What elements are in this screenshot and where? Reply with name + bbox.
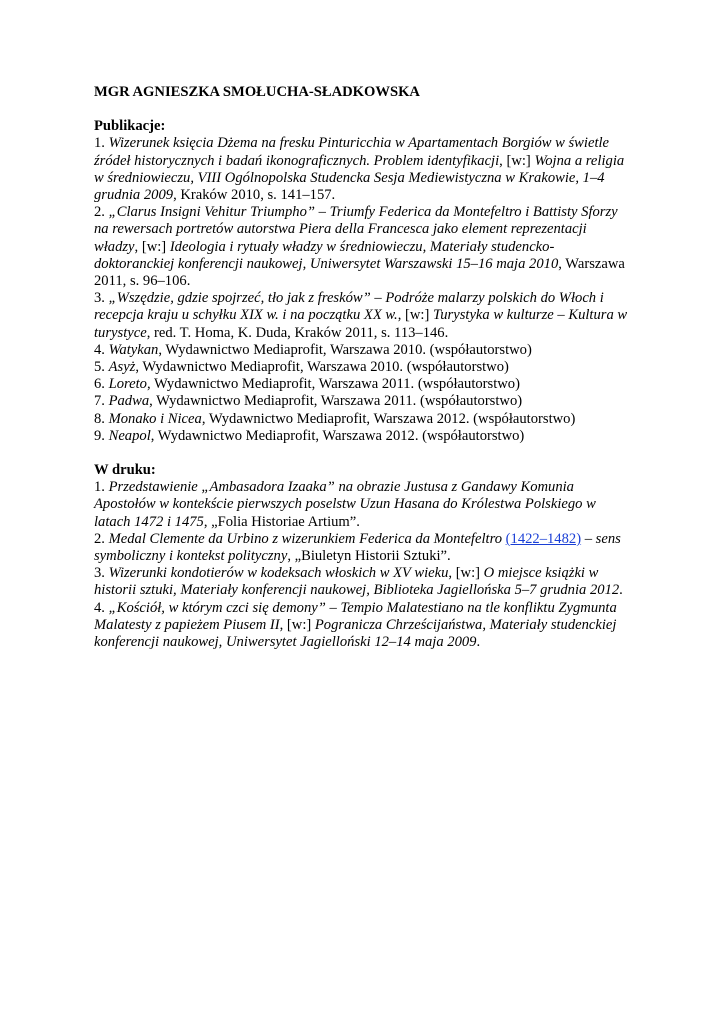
entry-title-text: O miejsce książki w historii sztuki, Materiały konferencji naukowej, Biblioteka Jagiellońska 5–7 grudnia 2012 — [94, 565, 620, 599]
entry-text: 3. — [94, 565, 109, 582]
publications-heading: Publikacje: — [94, 118, 166, 135]
publication-entry — [94, 342, 634, 359]
in-print-entry — [94, 600, 634, 652]
entry-text: 2. — [94, 204, 109, 221]
entry-text: 6. — [94, 376, 109, 393]
entry-text: , Warszawa 2011, s. 96–106. — [94, 255, 625, 290]
entry-text: , [w:] — [448, 565, 484, 582]
publication-entry — [94, 204, 634, 290]
entry-text: , Kraków 2010, s. 141–157. — [173, 187, 336, 204]
entry-title-text: Turystyka w kulturze – Kultura w turystyce — [94, 307, 628, 341]
entry-text: 1. — [94, 479, 109, 496]
publication-entry — [94, 135, 634, 204]
entry-text: , [w:] — [397, 307, 433, 324]
publication-entry — [94, 290, 634, 342]
entry-title-text: Padwa — [108, 393, 150, 410]
entry-text: 4. — [94, 341, 109, 358]
publication-entry — [94, 393, 634, 410]
in-print-list — [94, 479, 634, 651]
entry-title-text: „Kościół, w którym czci się demony” – Tempio Malatestiano na tle konfliktu Zygmunta Malatesty z papieżem Piusem II — [94, 599, 617, 633]
publication-entry — [94, 359, 634, 376]
entry-text: , „Biuletyn Historii Sztuki”. — [287, 548, 451, 565]
entry-title-text: Pogranicza Chrześcijaństwa, Materiały studenckiej konferencji naukowej, Uniwersytet Jagielloński 12–14 maja 2009 — [94, 616, 617, 651]
in-print-entry — [94, 531, 634, 565]
publication-entry — [94, 428, 634, 445]
entry-text: 5. — [94, 359, 109, 376]
entry-title-text: „Clarus Insigni Vehitur Triumpho” – Triumfy Federica da Montefeltro i Battisty Sforzy na rewersach portretów autorstwa Piera della Francesca jako element reprezentacji władzy — [94, 204, 618, 255]
entry-title-text: Monako i Nicea — [108, 410, 202, 427]
entry-text: , Wydawnictwo Mediaprofit, Warszawa 2011. (współautorstwo) — [146, 376, 520, 393]
entry-text: , [w:] — [279, 616, 315, 633]
entry-title-text: Wizerunki kondotierów w kodeksach włoskich w XV wieku — [108, 565, 449, 582]
entry-title-text: Medal Clemente da Urbino z wizerunkiem Federica da Montefeltro — [108, 530, 506, 547]
entry-text: . — [619, 582, 623, 599]
entry-title-text: Watykan — [108, 341, 159, 358]
entry-text: 1. — [94, 135, 109, 152]
entry-text: 3. — [94, 290, 109, 307]
entry-text: , Wydawnictwo Mediaprofit, Warszawa 2011. (współautorstwo) — [149, 393, 523, 410]
entry-text: , [w:] — [499, 152, 535, 169]
entry-text: , [w:] — [134, 238, 170, 255]
entry-text: . — [476, 634, 481, 651]
entry-title-text: Neapol — [108, 427, 151, 444]
entry-text: , „Folia Historiae Artium”. — [203, 513, 360, 530]
entry-text: , Wydawnictwo Mediaprofit, Warszawa 2010. (współautorstwo) — [158, 341, 532, 358]
entry-text: , Wydawnictwo Mediaprofit, Warszawa 2012. (współautorstwo) — [201, 410, 576, 427]
entry-title-text: Loreto — [108, 376, 147, 393]
in-print-entry — [94, 565, 634, 599]
entry-text: 2. — [94, 530, 109, 547]
publication-entry — [94, 411, 634, 428]
document-page — [94, 84, 634, 651]
entry-text: , Wydawnictwo Mediaprofit, Warszawa 2010. (współautorstwo) — [135, 359, 509, 376]
author-name: MGR AGNIESZKA SMOŁUCHA-SŁADKOWSKA — [94, 84, 420, 100]
publication-entry — [94, 376, 634, 393]
in-print-heading: W druku: — [94, 462, 156, 479]
in-print-entry — [94, 479, 634, 531]
entry-title-text: Przedstawienie „Ambasadora Izaaka” na obrazie Justusa z Gandawy Komunia Apostołów w kontekście pierwszych poselstw Uzun Hasana do Królestwa Polskiego w latach 1472 i 1475 — [94, 479, 596, 530]
publications-list — [94, 135, 634, 445]
entry-text: , Wydawnictwo Mediaprofit, Warszawa 2012. (współautorstwo) — [150, 427, 525, 444]
entry-title-text: Wojna a religia w średniowieczu, VIII Ogólnopolska Studencka Sesja Mediewistyczna w Krakowie, 1–4 grudnia 2009 — [94, 152, 625, 204]
entry-title-text: „Wszędzie, gdzie spojrzeć, tło jak z fresków” – Podróże malarzy polskich do Włoch i recepcja kraju u schyłku XIX w. i na początku XX w. — [94, 290, 604, 324]
entry-title-text: Ideologia i rytuały władzy w średniowieczu, Materiały studencko-doktoranckiej konferencji naukowej, Uniwersytet Warszawski 15–16 maja 2010 — [94, 238, 559, 272]
date-link[interactable]: (1422–1482) — [505, 530, 582, 547]
entry-text: 9. — [94, 427, 109, 444]
entry-title-text: Asyż — [108, 359, 136, 376]
entry-title-text: – sens symboliczny i kontekst polityczny — [94, 530, 621, 565]
entry-text: 4. — [94, 599, 109, 616]
entry-text: 7. — [94, 393, 109, 410]
entry-text: , red. T. Homa, K. Duda, Kraków 2011, s. 113–146. — [146, 324, 449, 341]
entry-text: 8. — [94, 410, 109, 427]
entry-title-text: Wizerunek księcia Dżema na fresku Pinturicchia w Apartamentach Borgiów w świetle źródeł historycznych i badań ikonograficznych. Problem identyfikacji — [94, 135, 610, 169]
